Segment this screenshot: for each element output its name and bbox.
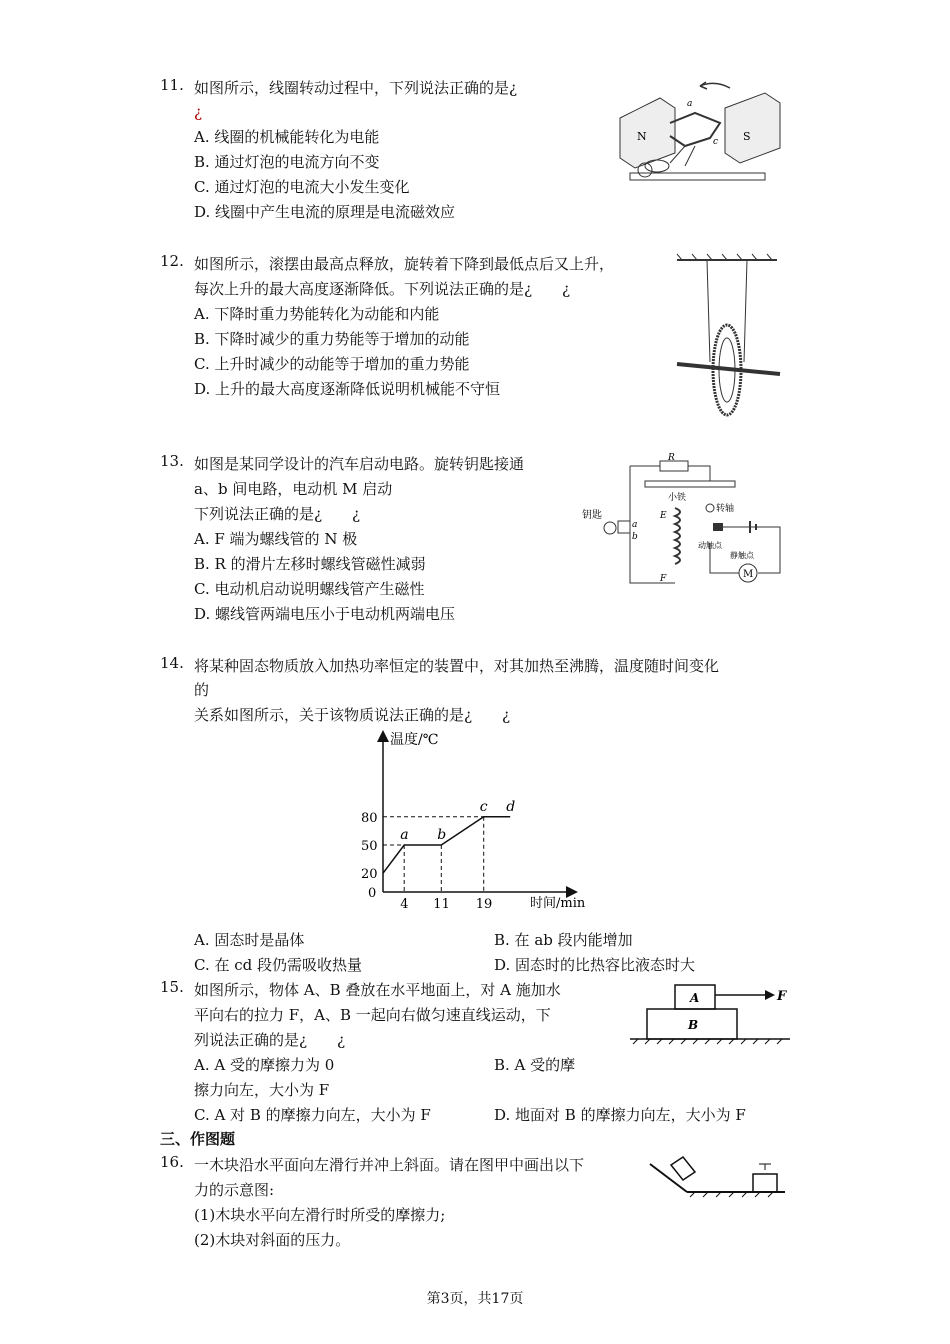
motor-label: M [743,569,754,580]
question-stem: 如图所示，滚摆由最高点释放，旋转着下降到最低点后又上升， [194,255,615,273]
q14-option-b: B. 在 ab 段内能增加 [494,931,633,949]
x-axis-label: 时间/min [530,896,586,911]
section-heading: 三、作图题 [160,1130,236,1148]
question-stem: 将某种固态物质放入加热功率恒定的装置中，对其加热至沸腾，温度随时间变化 [194,657,720,675]
a-label: a [687,99,693,109]
point-label-c: c [479,798,488,815]
incline-figure [645,1152,790,1204]
block-b-label: B [688,1018,699,1032]
page-footer: 第3页，共17页 [426,1291,524,1307]
b-terminal-label: b [632,532,638,542]
q14-option-c: C. 在 cd 段仍需吸收热量 [194,956,363,974]
option-a: A. 线圈的机械能转化为电能 [194,128,380,146]
option-a: A. 下降时重力势能转化为动能和内能 [194,305,440,323]
question-stem-2: 力的示意图: [194,1181,275,1199]
s-pole-label: S [743,130,751,143]
question-stem: 如图所示，物体 A、B 叠放在水平地面上，对 A 施加水 [194,981,561,999]
question-stem: 如图所示，线圈转动过程中，下列说法正确的是¿ [194,79,518,97]
x-tick-11: 11 [433,897,450,912]
question-stem-3: 下列说法正确的是¿ ¿ [194,505,361,523]
temperature-time-chart [350,730,610,920]
question-number: 11. [160,76,184,94]
moving-contact-label: 动触点 [698,541,722,550]
option-a: A. F 端为螺线管的 N 极 [194,530,358,548]
question-stem-2: 平向右的拉力 F，A、B 一起向右做匀速直线运动，下 [194,1006,551,1024]
question-number: 15. [160,978,184,996]
x-tick-4: 4 [400,897,409,912]
option-d: D. 地面对 B 的摩擦力向左，大小为 F [494,1106,746,1124]
question-stem-2: 的 [194,681,210,699]
pendulum-figure [672,252,787,422]
option-c: C. 通过灯泡的电流大小发生变化 [194,178,410,196]
option-d: D. 上升的最大高度逐渐降低说明机械能不守恒 [194,380,501,398]
c-label: c [713,137,719,147]
static-contact-label: 静触点 [730,551,754,560]
y-tick-80: 80 [361,810,378,826]
option-b: B. A 受的摩 [494,1056,576,1074]
option-c: C. 电动机启动说明螺线管产生磁性 [194,580,425,598]
starter-circuit-figure [580,453,790,588]
question-number: 12. [160,252,184,270]
question-stem-2: 每次上升的最大高度逐渐降低。下列说法正确的是¿ ¿ [194,280,571,298]
option-a: A. A 受的摩擦力为 0 [194,1056,335,1074]
y-tick-20: 20 [361,867,378,883]
option-d: D. 线圈中产生电流的原理是电流磁效应 [194,203,456,221]
option-d: D. 螺线管两端电压小于电动机两端电压 [194,605,456,623]
question-number: 14. [160,654,184,672]
y-tick-50: 50 [361,839,378,854]
question-stem: 一木块沿水平面向左滑行并冲上斜面。请在图甲中画出以下 [194,1156,585,1174]
question-stem-3: 列说法正确的是¿ ¿ [194,1031,346,1049]
option-c: C. A 对 B 的摩擦力向左，大小为 F [194,1106,431,1124]
x-tick-19: 19 [475,897,493,912]
option-c: C. 上升时减少的动能等于增加的重力势能 [194,355,470,373]
question-stem-2: a、b 间电路，电动机 M 启动 [194,480,393,498]
temperature-line [383,817,510,873]
generator-figure [615,78,785,188]
sub-item-1: (1)木块水平向左滑行时所受的摩擦力; [194,1206,446,1224]
iron-label: 小铁 [668,493,687,503]
n-pole-label: N [637,130,647,143]
question-number: 16. [160,1153,184,1171]
force-f-label: F [777,989,787,1004]
point-label-d: d [506,798,516,815]
option-b: B. 通过灯泡的电流方向不变 [194,153,380,171]
answer-blank: ¿ [194,103,203,121]
option-b: B. R 的滑片左移时螺线管磁性减弱 [194,555,426,573]
shaft-label: 转轴 [716,504,735,514]
option-b-continued: 擦力向左，大小为 F [194,1081,330,1099]
question-stem-3: 关系如图所示，关于该物质说法正确的是¿ ¿ [194,706,511,724]
origin-label: 0 [368,886,377,901]
e-label: E [660,511,667,521]
q14-option-d: D. 固态时的比热容比液态时大 [494,956,696,974]
block-a-label: A [690,991,700,1005]
r-label: R [668,453,675,463]
q14-option-a: A. 固态时是晶体 [194,931,305,949]
point-label-b: b [437,827,447,843]
stacked-blocks-figure [625,980,795,1050]
question-stem: 如图是某同学设计的汽车启动电路。旋转钥匙接通 [194,455,525,473]
key-label: 钥匙 [582,510,602,521]
point-label-a: a [400,827,409,843]
f-label: F [660,574,667,584]
question-number: 13. [160,452,184,470]
a-terminal-label: a [632,520,638,530]
sub-item-2: (2)木块对斜面的压力。 [194,1231,351,1249]
y-axis-label: 温度/℃ [390,732,439,748]
option-b: B. 下降时减少的重力势能等于增加的动能 [194,330,470,348]
